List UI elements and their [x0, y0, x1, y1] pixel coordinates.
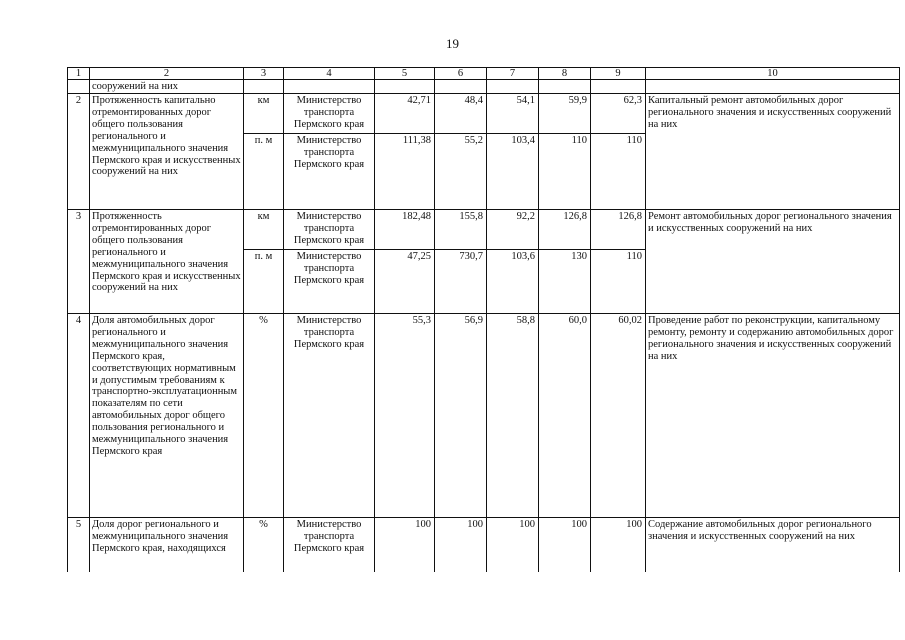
unit: п. м — [244, 134, 284, 210]
value-cell: 42,71 — [375, 94, 435, 134]
table-row — [68, 94, 900, 134]
value-cell: 130 — [539, 250, 591, 314]
value-cell: 182,48 — [375, 210, 435, 250]
value-cell: 47,25 — [375, 250, 435, 314]
ministry: Министерство транспорта Пермского края — [284, 518, 375, 572]
page-number: 19 — [446, 36, 459, 51]
table-row — [68, 210, 900, 250]
value-cell: 103,4 — [487, 134, 539, 210]
value-cell: 54,1 — [487, 94, 539, 134]
indicator-name: Доля автомобильных дорог регионального и межмуниципального значения Пермского края, соответствующих нормативным и допустимым требованиям к транспортно-эксплуатационным показателям по сети автомобильных дорог общего пользования регионального и межмуниципального значения Пермского края — [90, 314, 244, 518]
value-cell: 59,9 — [539, 94, 591, 134]
value-cell: 62,3 — [591, 94, 646, 134]
value-cell: 110 — [539, 134, 591, 210]
action: Проведение работ по реконструкции, капитальному ремонту, ремонту и содержанию автомобильных дорог регионального значения и искусственных сооружений на них — [646, 314, 900, 518]
value-cell: 58,8 — [487, 314, 539, 518]
value-cell: 126,8 — [591, 210, 646, 250]
header-cell: 9 — [591, 68, 646, 80]
value-cell: 100 — [435, 518, 487, 572]
header-cell: 4 — [284, 68, 375, 80]
value-cell: 100 — [539, 518, 591, 572]
header-cell: 1 — [68, 68, 90, 80]
header-cell: 8 — [539, 68, 591, 80]
unit: % — [244, 314, 284, 518]
ministry: Министерство транспорта Пермского края — [284, 314, 375, 518]
action: Капитальный ремонт автомобильных дорог регионального значения и искусственных сооружений на них — [646, 94, 900, 210]
row-number — [68, 80, 90, 94]
row-number: 4 — [68, 314, 90, 518]
value-cell: 55,2 — [435, 134, 487, 210]
indicators-table — [67, 67, 900, 572]
action: Содержание автомобильных дорог регионального значения и искусственных сооружений на них — [646, 518, 900, 572]
value-cell: 111,38 — [375, 134, 435, 210]
value-cell: 56,9 — [435, 314, 487, 518]
value-cell: 100 — [487, 518, 539, 572]
unit: км — [244, 210, 284, 250]
header-cell: 10 — [646, 68, 900, 80]
table-row — [68, 518, 900, 572]
header-cell: 6 — [435, 68, 487, 80]
row-number: 3 — [68, 210, 90, 314]
action: Ремонт автомобильных дорог регионального значения и искусственных сооружений на них — [646, 210, 900, 314]
unit: % — [244, 518, 284, 572]
value-cell: 48,4 — [435, 94, 487, 134]
ministry: Министерство транспорта Пермского края — [284, 94, 375, 134]
header-cell: 5 — [375, 68, 435, 80]
unit: км — [244, 94, 284, 134]
ministry: Министерство транспорта Пермского края — [284, 134, 375, 210]
value-cell: 100 — [591, 518, 646, 572]
value-cell: 55,3 — [375, 314, 435, 518]
ministry: Министерство транспорта Пермского края — [284, 210, 375, 250]
value-cell: 103,6 — [487, 250, 539, 314]
value-cell: 60,02 — [591, 314, 646, 518]
value-cell: 92,2 — [487, 210, 539, 250]
indicator-name: Доля дорог регионального и межмуниципального значения Пермского края, находящихся — [90, 518, 244, 572]
value-cell: 126,8 — [539, 210, 591, 250]
header-cell: 3 — [244, 68, 284, 80]
ministry: Министерство транспорта Пермского края — [284, 250, 375, 314]
row-number: 2 — [68, 94, 90, 210]
value-cell: 110 — [591, 134, 646, 210]
unit: п. м — [244, 250, 284, 314]
header-cell: 7 — [487, 68, 539, 80]
row-number: 5 — [68, 518, 90, 572]
value-cell: 110 — [591, 250, 646, 314]
indicator-name: Протяженность отремонтированных дорог общего пользования регионального и межмуниципального значения Пермского края и искусственных сооружений на них — [90, 210, 244, 314]
indicator-name: сооружений на них — [90, 80, 244, 94]
table-row — [68, 80, 900, 94]
value-cell: 60,0 — [539, 314, 591, 518]
header-row — [68, 68, 900, 80]
table-row — [68, 314, 900, 518]
value-cell: 100 — [375, 518, 435, 572]
value-cell: 155,8 — [435, 210, 487, 250]
indicator-name: Протяженность капитально отремонтированных дорог общего пользования регионального и межмуниципального значения Пермского края и искусственных сооружений на них — [90, 94, 244, 210]
header-cell: 2 — [90, 68, 244, 80]
value-cell: 730,7 — [435, 250, 487, 314]
